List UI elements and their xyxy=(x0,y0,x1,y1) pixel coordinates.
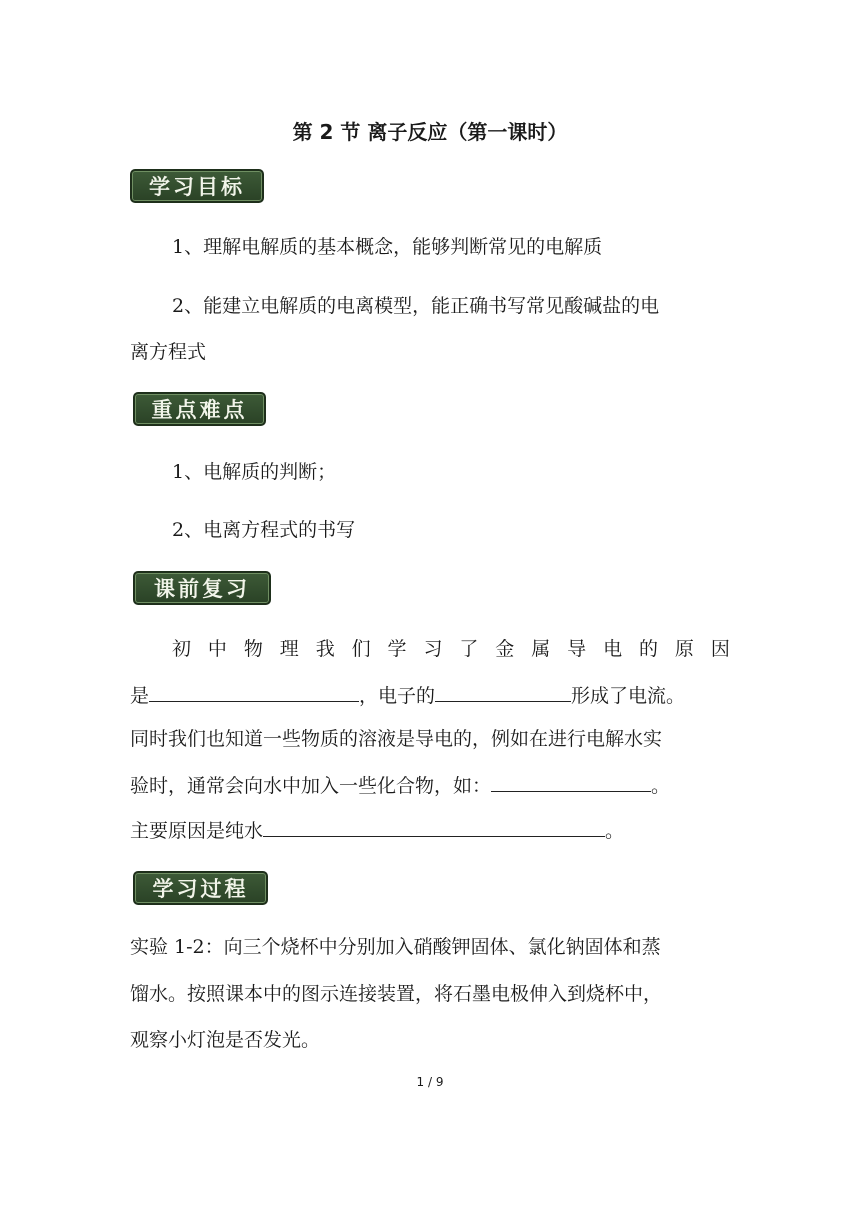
review-char: 电 xyxy=(603,638,623,660)
review-char: 因 xyxy=(710,638,730,660)
review-char: 属 xyxy=(531,638,551,660)
review-text: 形成了电流。 xyxy=(571,685,686,707)
page-number: 1 / 9 xyxy=(416,1075,444,1089)
review-char: 初 xyxy=(172,638,192,660)
review-line-1 xyxy=(172,636,730,662)
review-char: 我 xyxy=(315,638,335,660)
review-text: 主要原因是纯水 xyxy=(130,820,264,842)
goal-item-continued: 离方程式 xyxy=(130,341,207,363)
review-char: 导 xyxy=(567,638,587,660)
section-badge-process: 学习过程 xyxy=(133,871,268,905)
review-char: 物 xyxy=(243,638,263,660)
section-badge-key-points: 重点难点 xyxy=(133,392,266,426)
key-point-item: 2、电离方程式的书写 xyxy=(172,519,356,541)
section-badge-goals: 学习目标 xyxy=(130,169,264,203)
review-line-4 xyxy=(130,771,730,799)
review-char: 金 xyxy=(495,638,515,660)
review-char: 的 xyxy=(638,638,658,660)
goal-item: 1、理解电解质的基本概念，能够判断常见的电解质 xyxy=(172,236,603,258)
key-point-item: 1、电解质的判断； xyxy=(172,461,337,483)
review-char: 们 xyxy=(351,638,371,660)
process-line: 观察小灯泡是否发光。 xyxy=(130,1029,321,1051)
review-line-3: 同时我们也知道一些物质的溶液是导电的，例如在进行电解水实 xyxy=(130,728,663,750)
review-text: 。 xyxy=(651,775,671,797)
review-char: 原 xyxy=(674,638,694,660)
fill-blank[interactable] xyxy=(491,771,651,792)
fill-blank[interactable] xyxy=(149,681,359,702)
review-line-5 xyxy=(130,816,730,844)
review-char: 学 xyxy=(387,638,407,660)
goal-item: 2、能建立电解质的电离模型，能正确书写常见酸碱盐的电 xyxy=(172,295,660,317)
review-text: 是 xyxy=(130,685,150,707)
review-text: 验时，通常会向水中加入一些化合物，如： xyxy=(130,775,492,797)
fill-blank[interactable] xyxy=(263,816,605,837)
section-badge-review: 课前复习 xyxy=(133,571,271,605)
review-line-2 xyxy=(130,681,730,709)
review-char: 了 xyxy=(459,638,479,660)
fill-blank[interactable] xyxy=(435,681,571,702)
review-char: 习 xyxy=(423,638,443,660)
page-title: 第 2 节 离子反应（第一课时） xyxy=(292,120,568,144)
review-text: ，电子的 xyxy=(359,685,436,707)
process-line: 馏水。按照课本中的图示连接装置，将石墨电极伸入到烧杯中， xyxy=(130,983,663,1005)
review-text: 。 xyxy=(605,820,625,842)
review-char: 理 xyxy=(279,638,299,660)
process-line: 实验 1-2：向三个烧杯中分别加入硝酸钾固体、氯化钠固体和蒸 xyxy=(130,936,661,958)
review-char: 中 xyxy=(207,638,227,660)
